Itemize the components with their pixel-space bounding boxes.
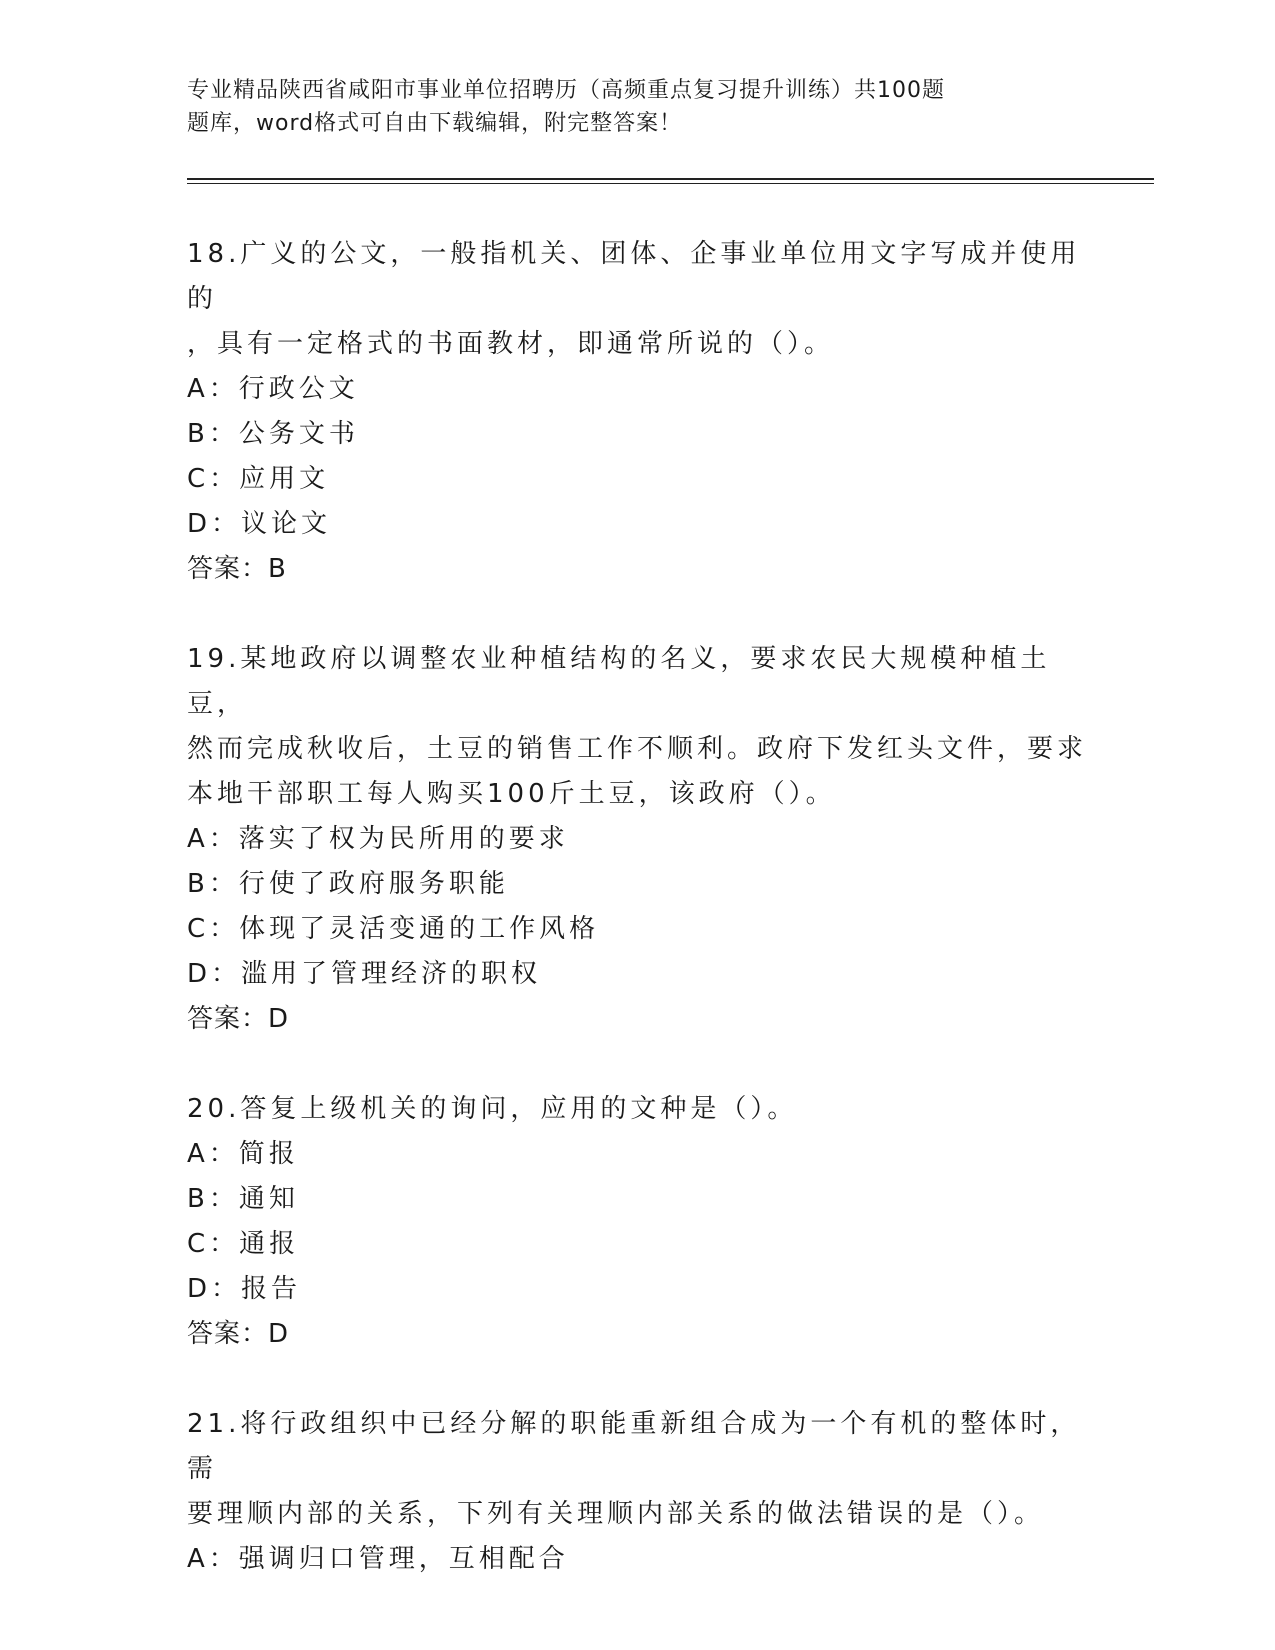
- option-c: C：通报: [187, 1229, 300, 1259]
- option-b: B：公务文书: [187, 419, 359, 449]
- option-b: B：行使了政府服务职能: [187, 869, 509, 899]
- answer-line: 答案：D: [187, 1319, 290, 1349]
- question-18: [187, 232, 1087, 592]
- option-b: B：通知: [187, 1184, 299, 1214]
- question-stem-line: 20.答复上级机关的询问，应用的文种是（）。: [187, 1094, 798, 1124]
- question-21: [187, 1402, 1087, 1582]
- header-divider-thick: [187, 178, 1154, 180]
- option-d: D：议论文: [187, 509, 332, 539]
- option-d: D：报告: [187, 1274, 302, 1304]
- header-line-1: 专业精品陕西省咸阳市事业单位招聘历（高频重点复习提升训练）共100题: [187, 78, 945, 103]
- answer-line: 答案：D: [187, 1004, 290, 1034]
- option-a: A：强调归口管理，互相配合: [187, 1544, 569, 1574]
- answer-line: 答案：B: [187, 554, 287, 584]
- option-d: D：滥用了管理经济的职权: [187, 959, 542, 989]
- header-divider-thin: [187, 183, 1154, 184]
- question-list: [187, 232, 1087, 1582]
- option-a: A：落实了权为民所用的要求: [187, 824, 569, 854]
- option-a: A：简报: [187, 1139, 299, 1169]
- question-stem-line: ，具有一定格式的书面教材，即通常所说的（）。: [187, 329, 835, 359]
- question-stem-line: 本地干部职工每人购买100斤土豆，该政府（）。: [187, 779, 836, 809]
- option-c: C：应用文: [187, 464, 330, 494]
- question-stem-line: 19.某地政府以调整农业种植结构的名义，要求农民大规模种植土豆，: [187, 644, 1051, 719]
- document-header: [187, 74, 1027, 140]
- question-stem-line: 然而完成秋收后，土豆的销售工作不顺利。政府下发红头文件，要求: [187, 734, 1088, 764]
- option-a: A：行政公文: [187, 374, 359, 404]
- question-19: [187, 637, 1087, 1042]
- header-line-2: 题库，word格式可自由下载编辑，附完整答案！: [187, 111, 683, 136]
- option-c: C：体现了灵活变通的工作风格: [187, 914, 600, 944]
- question-stem-line: 21.将行政组织中已经分解的职能重新组合成为一个有机的整体时，需: [187, 1409, 1081, 1484]
- question-20: [187, 1087, 1087, 1357]
- question-stem-line: 要理顺内部的关系，下列有关理顺内部关系的做法错误的是（）。: [187, 1499, 1045, 1529]
- question-stem-line: 18.广义的公文，一般指机关、团体、企事业单位用文字写成并使用的: [187, 239, 1081, 314]
